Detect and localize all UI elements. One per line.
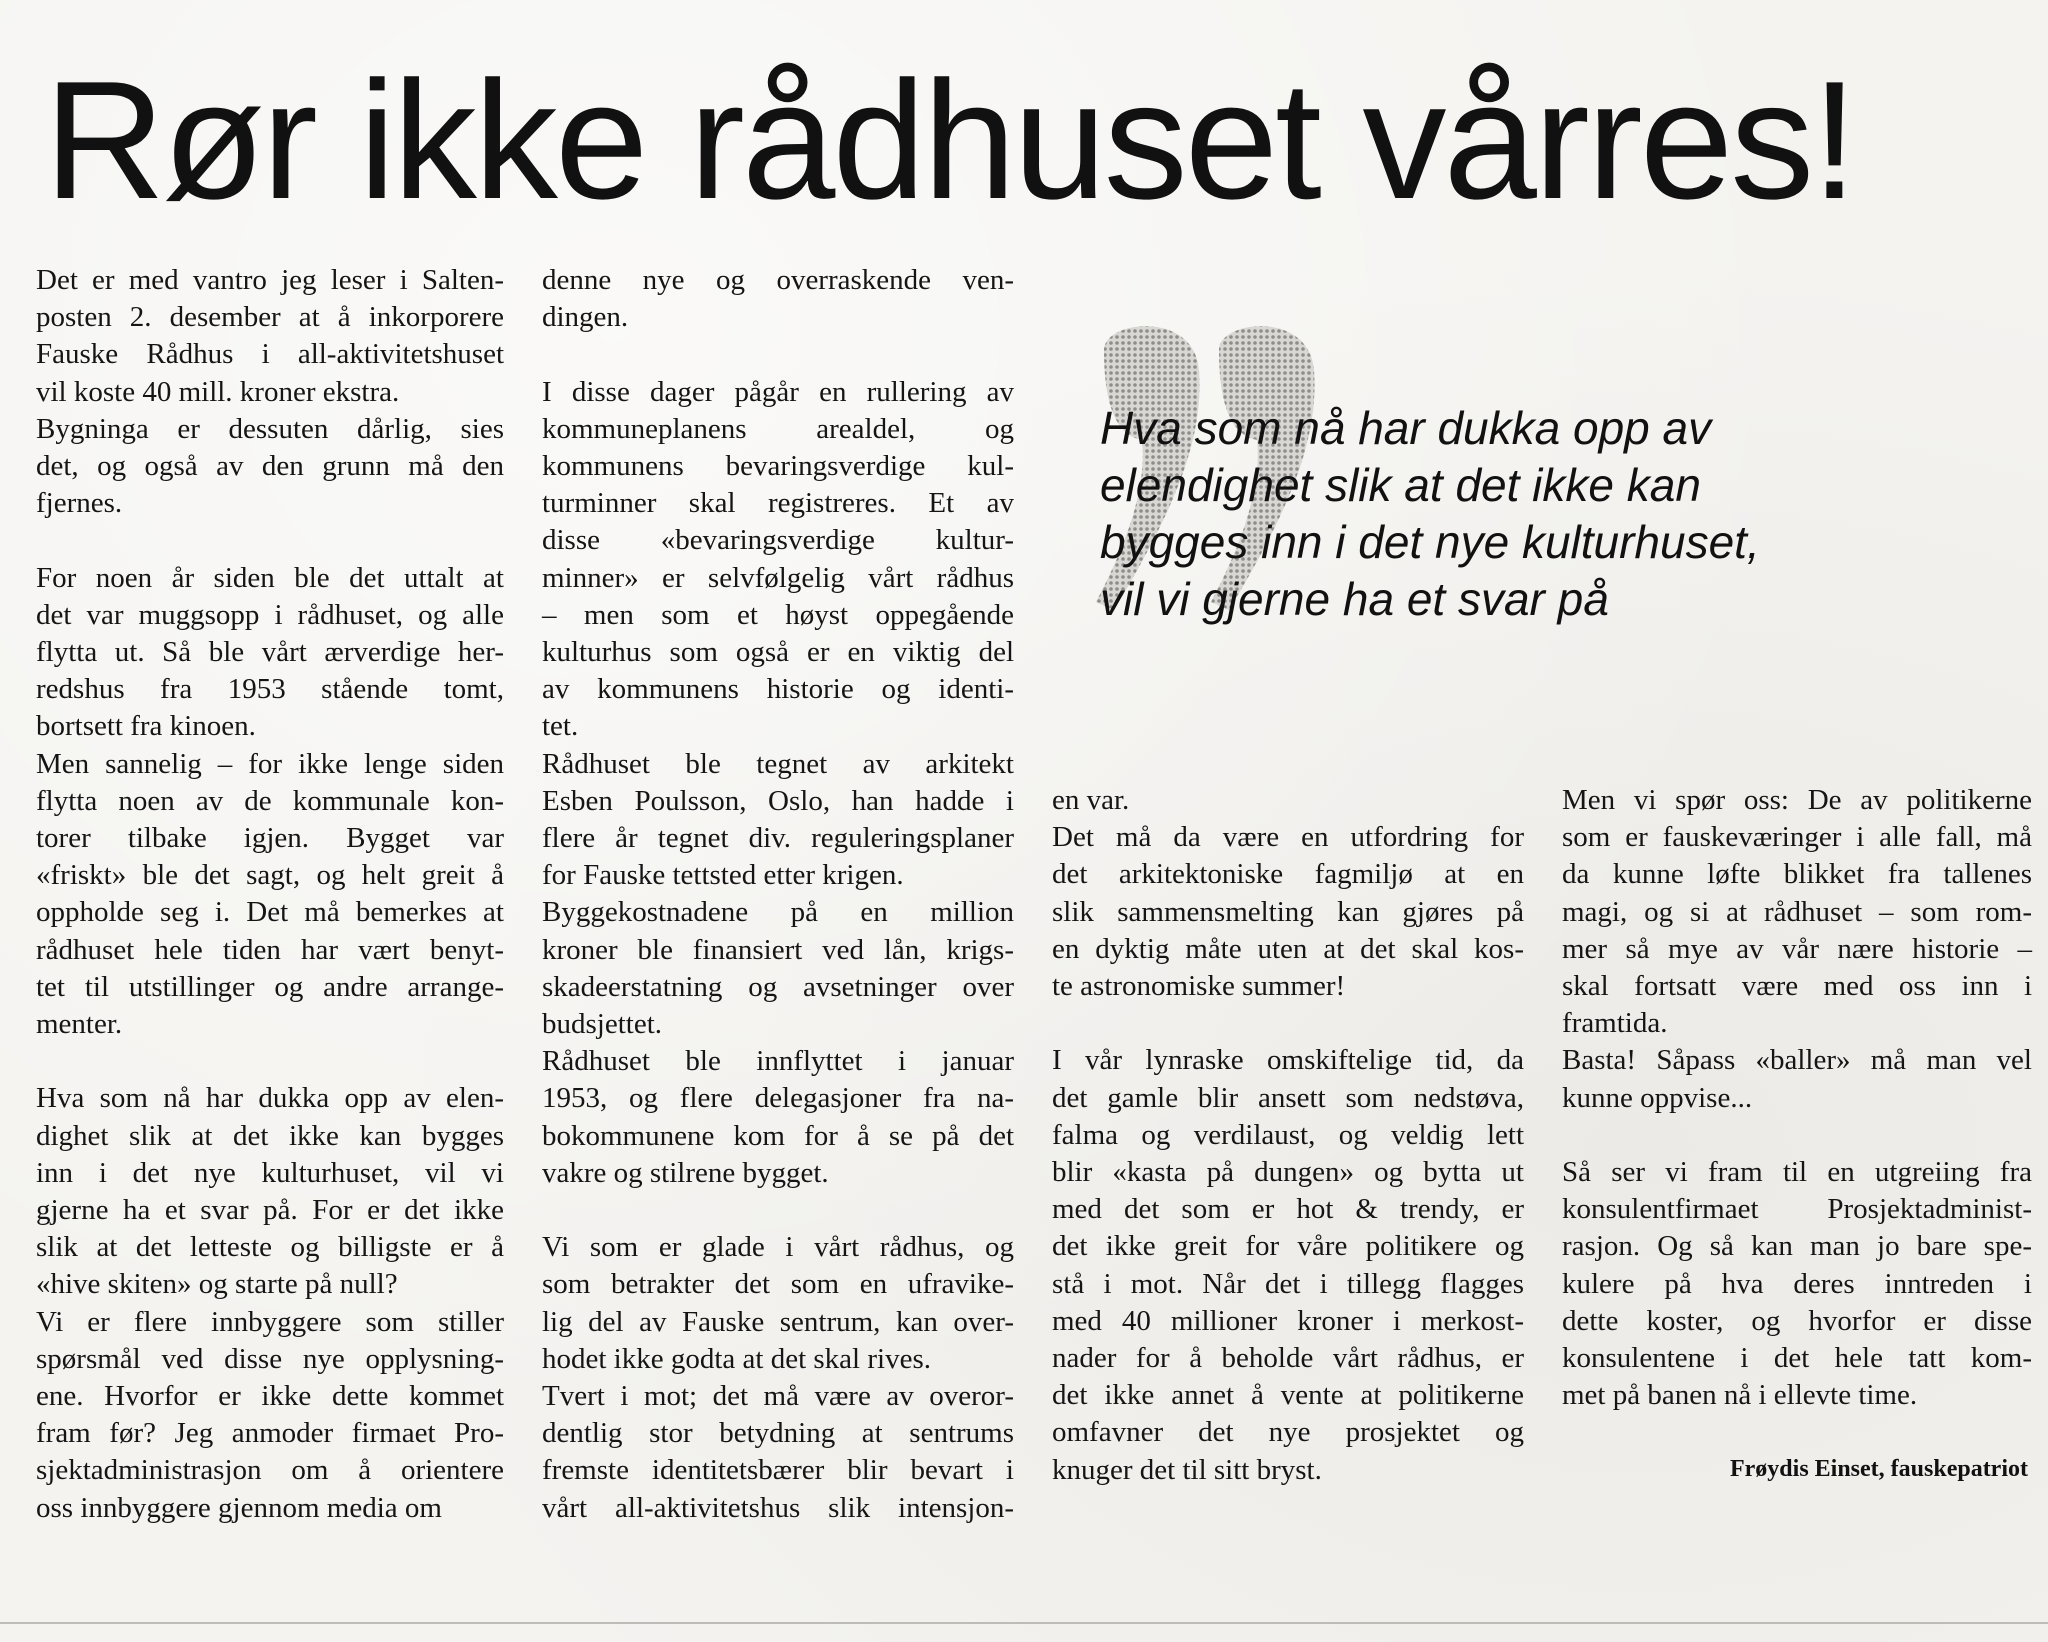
text-line: Det må da være en utfordring for [1052,821,1524,854]
text-line: posten 2. desember at å inkorporere [36,301,504,334]
author-signature: Frøydis Einset, fauskepatriot [1729,1456,2028,1482]
pull-quote-line: vil vi gjerne ha et svar på [1100,573,1609,625]
text-line: dette koster, og hvorfor er disse [1562,1304,2032,1337]
text-line: – men som et høyst oppegående [542,598,1014,631]
text-line: rasjon. Og så kan man jo bare spe- [1562,1230,2032,1263]
text-line [1052,1005,1524,1042]
text-line: med 40 millioner kroner i merkost- [1052,1304,1524,1337]
text-line: Basta! Såpass «baller» må man vel [1562,1044,2032,1077]
text-line: fjernes. [36,487,123,520]
text-line: skadeerstatning og avsetninger over [542,970,1014,1003]
text-line: falma og verdilaust, og veldig lett [1052,1118,1524,1151]
text-line: gjerne ha et svar på. For er det ikke [36,1194,504,1227]
text-line: en dyktig måte uten at det skal kos- [1052,932,1524,965]
text-line: det, og også av den grunn må den [36,450,504,483]
text-line: fremste identitetsbærer blir bevart i [542,1454,1014,1487]
text-line: vakre og stilrene bygget. [542,1156,829,1189]
text-line: omfavner det nye prosjektet og [1052,1416,1524,1449]
pull-quote-line: elendighet slik at det ikke kan [1100,459,1701,511]
text-line: ene. Hvorfor er ikke dette kommet [36,1380,504,1413]
text-line: torer tilbake igjen. Bygget var [36,822,504,855]
text-line [542,336,1014,373]
pull-quote-line: bygges inn i det nye kulturhuset, [1100,516,1760,568]
text-line: Fauske Rådhus i all-aktivitetshuset [36,338,504,371]
text-line: te astronomiske summer! [1052,970,1346,1003]
text-line: «hive skiten» og starte på null? [36,1268,398,1301]
text-line: oppholde seg i. Det må bemerkes at [36,896,504,929]
text-line: For noen år siden ble det uttalt at [36,561,504,594]
pull-quote [1100,400,1860,628]
text-line: dighet slik at det ikke kan bygges [36,1119,504,1152]
text-line: flytta noen av de kommunale kon- [36,784,504,817]
bottom-rule [0,1622,2048,1624]
text-line: det ikke annet å vente at politikerne [1052,1379,1524,1412]
text-line: det ikke greit for våre politikere og [1052,1230,1524,1263]
text-line: Men vi spør oss: De av politikerne [1562,784,2032,816]
text-line: Det er med vantro jeg leser i Salten- [36,264,504,296]
text-line: budsjettet. [542,1008,663,1041]
text-line: bokommunene kom for å se på det [542,1119,1014,1152]
text-line: fram før? Jeg anmoder firmaet Pro- [36,1417,504,1450]
text-line: en var. [1052,784,1130,816]
text-line [542,1192,1014,1229]
text-line: bortsett fra kinoen. [36,710,256,743]
text-line: vil koste 40 mill. kroner ekstra. [36,375,400,408]
text-line: redshus fra 1953 stående tomt, [36,673,504,706]
text-line: konsulentfirmaet Prosjektadminist- [1562,1193,2032,1226]
text-line: stå i mot. Når det i tillegg flagges [1052,1267,1524,1300]
headline: Rør ikke rådhuset vårres! [44,46,1855,234]
text-line: Hva som nå har dukka opp av elen- [36,1082,504,1115]
text-line: blir «kasta på dungen» og bytta ut [1052,1156,1524,1189]
text-line: framtida. [1562,1007,1668,1040]
text-line: det var muggsopp i rådhuset, og alle [36,598,504,631]
text-line: turminner skal registreres. Et av [542,487,1014,520]
text-line: slik sammensmelting kan gjøres på [1052,895,1524,928]
article-column-3 [1052,782,1524,1489]
text-line: Vi er flere innbyggere som stiller [36,1305,504,1338]
text-line: denne nye og overraskende ven- [542,264,1014,296]
text-line: med det som er hot & trendy, er [1052,1193,1524,1226]
text-line: Esben Poulsson, Oslo, han hadde i [542,784,1014,817]
text-line: kunne oppvise... [1562,1081,1753,1114]
text-line: 1953, og flere delegasjoner fra na- [542,1082,1014,1115]
text-line: disse «bevaringsverdige kultur- [542,524,1014,557]
text-line: mer så mye av vår nære historie – [1562,932,2032,965]
pull-quote-line: Hva som nå har dukka opp av [1100,402,1712,454]
text-line: Vi som er glade i vårt rådhus, og [542,1231,1014,1264]
text-line: Rådhuset ble innflyttet i januar [542,1045,1014,1078]
text-line: Så ser vi fram til en utgreiing fra [1562,1156,2032,1189]
text-line: tet til utstillinger og andre arrange- [36,970,504,1003]
text-line: slik at det letteste og billigste er å [36,1231,504,1264]
text-line: rådhuset hele tiden har vært benyt- [36,933,504,966]
text-line: kulere på hva deres inntreden i [1562,1267,2032,1300]
article-column-4 [1562,782,2032,1414]
text-line: skal fortsatt være med oss inn i [1562,970,2032,1003]
text-line: Tvert i mot; det må være av overor- [542,1380,1014,1413]
text-line: menter. [36,1008,123,1041]
text-line: Byggekostnadene på en million [542,896,1014,929]
text-line: met på banen nå i ellevte time. [1562,1379,1918,1412]
text-line: Bygninga er dessuten dårlig, sies [36,412,504,445]
text-line: vårt all-aktivitetshus slik intensjon- [542,1491,1014,1524]
text-line: da kunne løfte blikket fra tallenes [1562,858,2032,891]
text-line: magi, og si at rådhuset – som rom- [1562,895,2032,928]
text-line: som er fauskeværinger i alle fall, må [1562,821,2032,854]
text-line: spørsmål ved disse nye opplysning- [36,1342,504,1375]
article-column-2 [542,262,1014,1527]
text-line: som betrakter det som en ufravike- [542,1268,1014,1301]
text-line: lig del av Fauske sentrum, kan over- [542,1305,1014,1338]
text-line: I disse dager pågår en rullering av [542,375,1014,408]
text-line [36,522,504,559]
text-line: kroner ble finansiert ved lån, krigs- [542,933,1014,966]
text-line: for Fauske tettsted etter krigen. [542,859,904,892]
text-line: Rådhuset ble tegnet av arkitekt [542,747,1014,780]
text-line: sjektadministrasjon om å orientere [36,1454,504,1487]
text-line: inn i det nye kulturhuset, vil vi [36,1156,504,1189]
text-line: minner» er selvfølgelig vårt rådhus [542,561,1014,594]
text-line: «friskt» ble det sagt, og helt greit å [36,859,504,892]
text-line: oss innbyggere gjennom media om [36,1491,442,1524]
text-line: konsulentene i det hele tatt kom- [1562,1342,2032,1375]
text-line: dingen. [542,301,629,334]
text-line: hodet ikke godta at det skal rives. [542,1342,931,1375]
text-line [1562,1117,2032,1154]
text-line: I vår lynraske omskiftelige tid, da [1052,1044,1524,1077]
text-line: flere år tegnet div. reguleringsplaner [542,822,1014,855]
text-line: av kommunens historie og identi- [542,673,1014,706]
text-line: knuger det til sitt bryst. [1052,1453,1322,1486]
text-line [36,1043,504,1080]
article-column-1 [36,262,504,1527]
text-line: kommuneplanens arealdel, og [542,412,1014,445]
text-line: flytta ut. Så ble vårt ærverdige her- [36,636,504,669]
text-line: nader for å beholde vårt rådhus, er [1052,1342,1524,1375]
text-line: kommunens bevaringsverdige kul- [542,450,1014,482]
text-line: tet. [542,710,579,743]
text-line: det gamle blir ansett som nedstøva, [1052,1081,1524,1114]
text-line: det arkitektoniske fagmiljø at en [1052,858,1524,891]
text-line: dentlig stor betydning at sentrums [542,1417,1014,1450]
text-line: kulturhus som også er en viktig del [542,636,1014,669]
text-line: Men sannelig – for ikke lenge siden [36,747,504,780]
